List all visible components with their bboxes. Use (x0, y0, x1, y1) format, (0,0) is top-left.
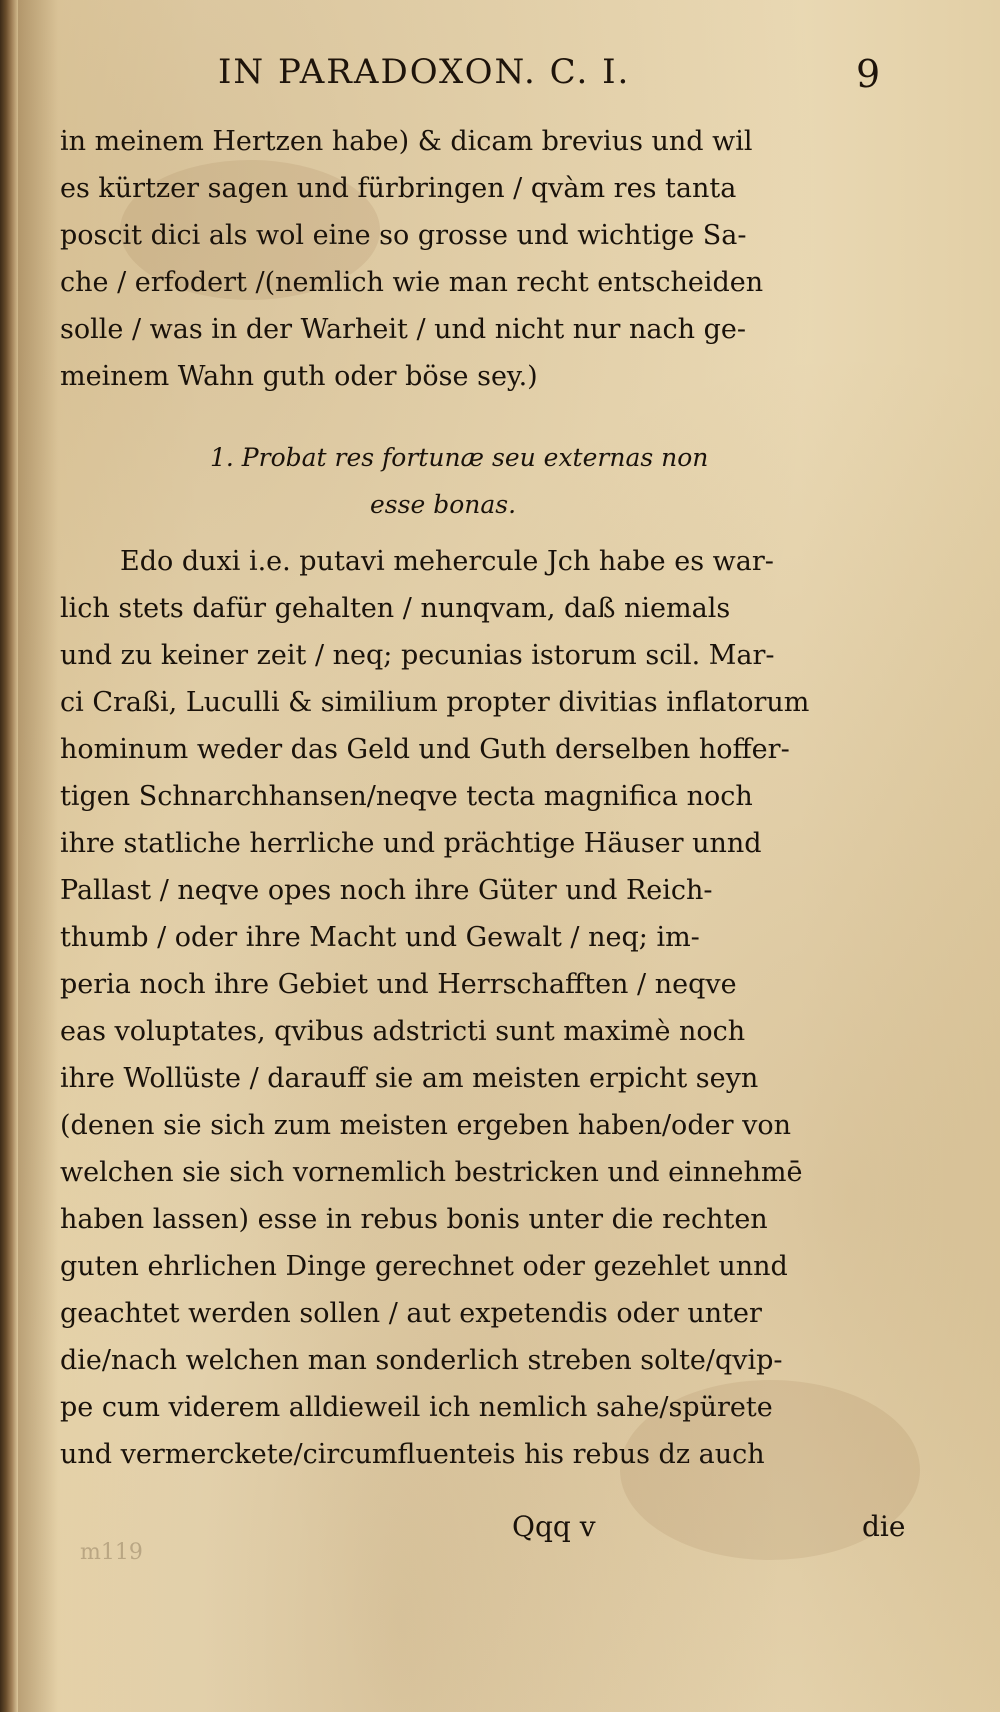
text-line: solle / was in der Warheit / und nicht nur nach ge- (60, 314, 746, 345)
section-heading-continued: esse bonas. (370, 490, 517, 519)
text-line: es kürtzer sagen und fürbringen / qvàm res tanta (60, 173, 737, 204)
text-line: eas voluptates, qvibus adstricti sunt maximè noch (60, 1016, 746, 1047)
text-line: che / erfodert /(nemlich wie man recht entscheiden (60, 267, 764, 298)
text-line: meinem Wahn guth oder böse sey.) (60, 361, 538, 392)
running-title: IN PARADOXON. C. I. (218, 52, 631, 92)
binding-gutter (0, 0, 18, 1712)
text-line: die/nach welchen man sonderlich streben solte/qvip- (60, 1345, 783, 1376)
text-line: peria noch ihre Gebiet und Herrschafften / neqve (60, 969, 737, 1000)
show-through-text: m119 (80, 1540, 143, 1565)
text-line: welchen sie sich vornemlich bestricken und einnehmē (60, 1157, 803, 1188)
section-spacer (60, 528, 920, 538)
text-line: guten ehrlichen Dinge gerechnet oder gezehlet unnd (60, 1251, 788, 1282)
running-header (0, 52, 1000, 112)
text-line: haben lassen) esse in rebus bonis unter die rechten (60, 1204, 768, 1235)
text-line: Edo duxi i.e. putavi mehercule Jch habe es war- (120, 546, 774, 577)
text-line: und vermerckete/circumfluenteis his rebus dz auch (60, 1439, 765, 1470)
page-footer (0, 1510, 1000, 1560)
text-line: poscit dici als wol eine so grosse und wichtige Sa- (60, 220, 747, 251)
text-line: tigen Schnarchhansen/neqve tecta magnifica noch (60, 781, 753, 812)
text-line: ihre Wollüste / darauff sie am meisten erpicht seyn (60, 1063, 759, 1094)
text-line: in meinem Hertzen habe) & dicam brevius und wil (60, 126, 753, 157)
text-line: ci Craßi, Luculli & similium propter divitias inflatorum (60, 687, 810, 718)
catchword: die (862, 1510, 906, 1543)
text-line: ihre statliche herrliche und prächtige Häuser unnd (60, 828, 762, 859)
signature-mark: Qqq v (512, 1510, 596, 1543)
section-spacer (60, 400, 920, 434)
text-line: und zu keiner zeit / neq; pecunias istorum scil. Mar- (60, 640, 775, 671)
text-line: lich stets dafür gehalten / nunqvam, daß niemals (60, 593, 731, 624)
text-line: hominum weder das Geld und Guth derselben hoffer- (60, 734, 790, 765)
text-line: pe cum viderem alldieweil ich nemlich sahe/spürete (60, 1392, 773, 1423)
text-line: (denen sie sich zum meisten ergeben haben/oder von (60, 1110, 791, 1141)
main-text (60, 118, 920, 1478)
text-line: thumb / oder ihre Macht und Gewalt / neq; im- (60, 922, 700, 953)
text-line: Pallast / neqve opes noch ihre Güter und Reich- (60, 875, 713, 906)
gutter-shadow (18, 0, 58, 1712)
page-number: 9 (856, 52, 881, 96)
text-line: geachtet werden sollen / aut expetendis oder unter (60, 1298, 762, 1329)
section-heading: 1. Probat res fortunæ seu externas non (210, 443, 709, 472)
